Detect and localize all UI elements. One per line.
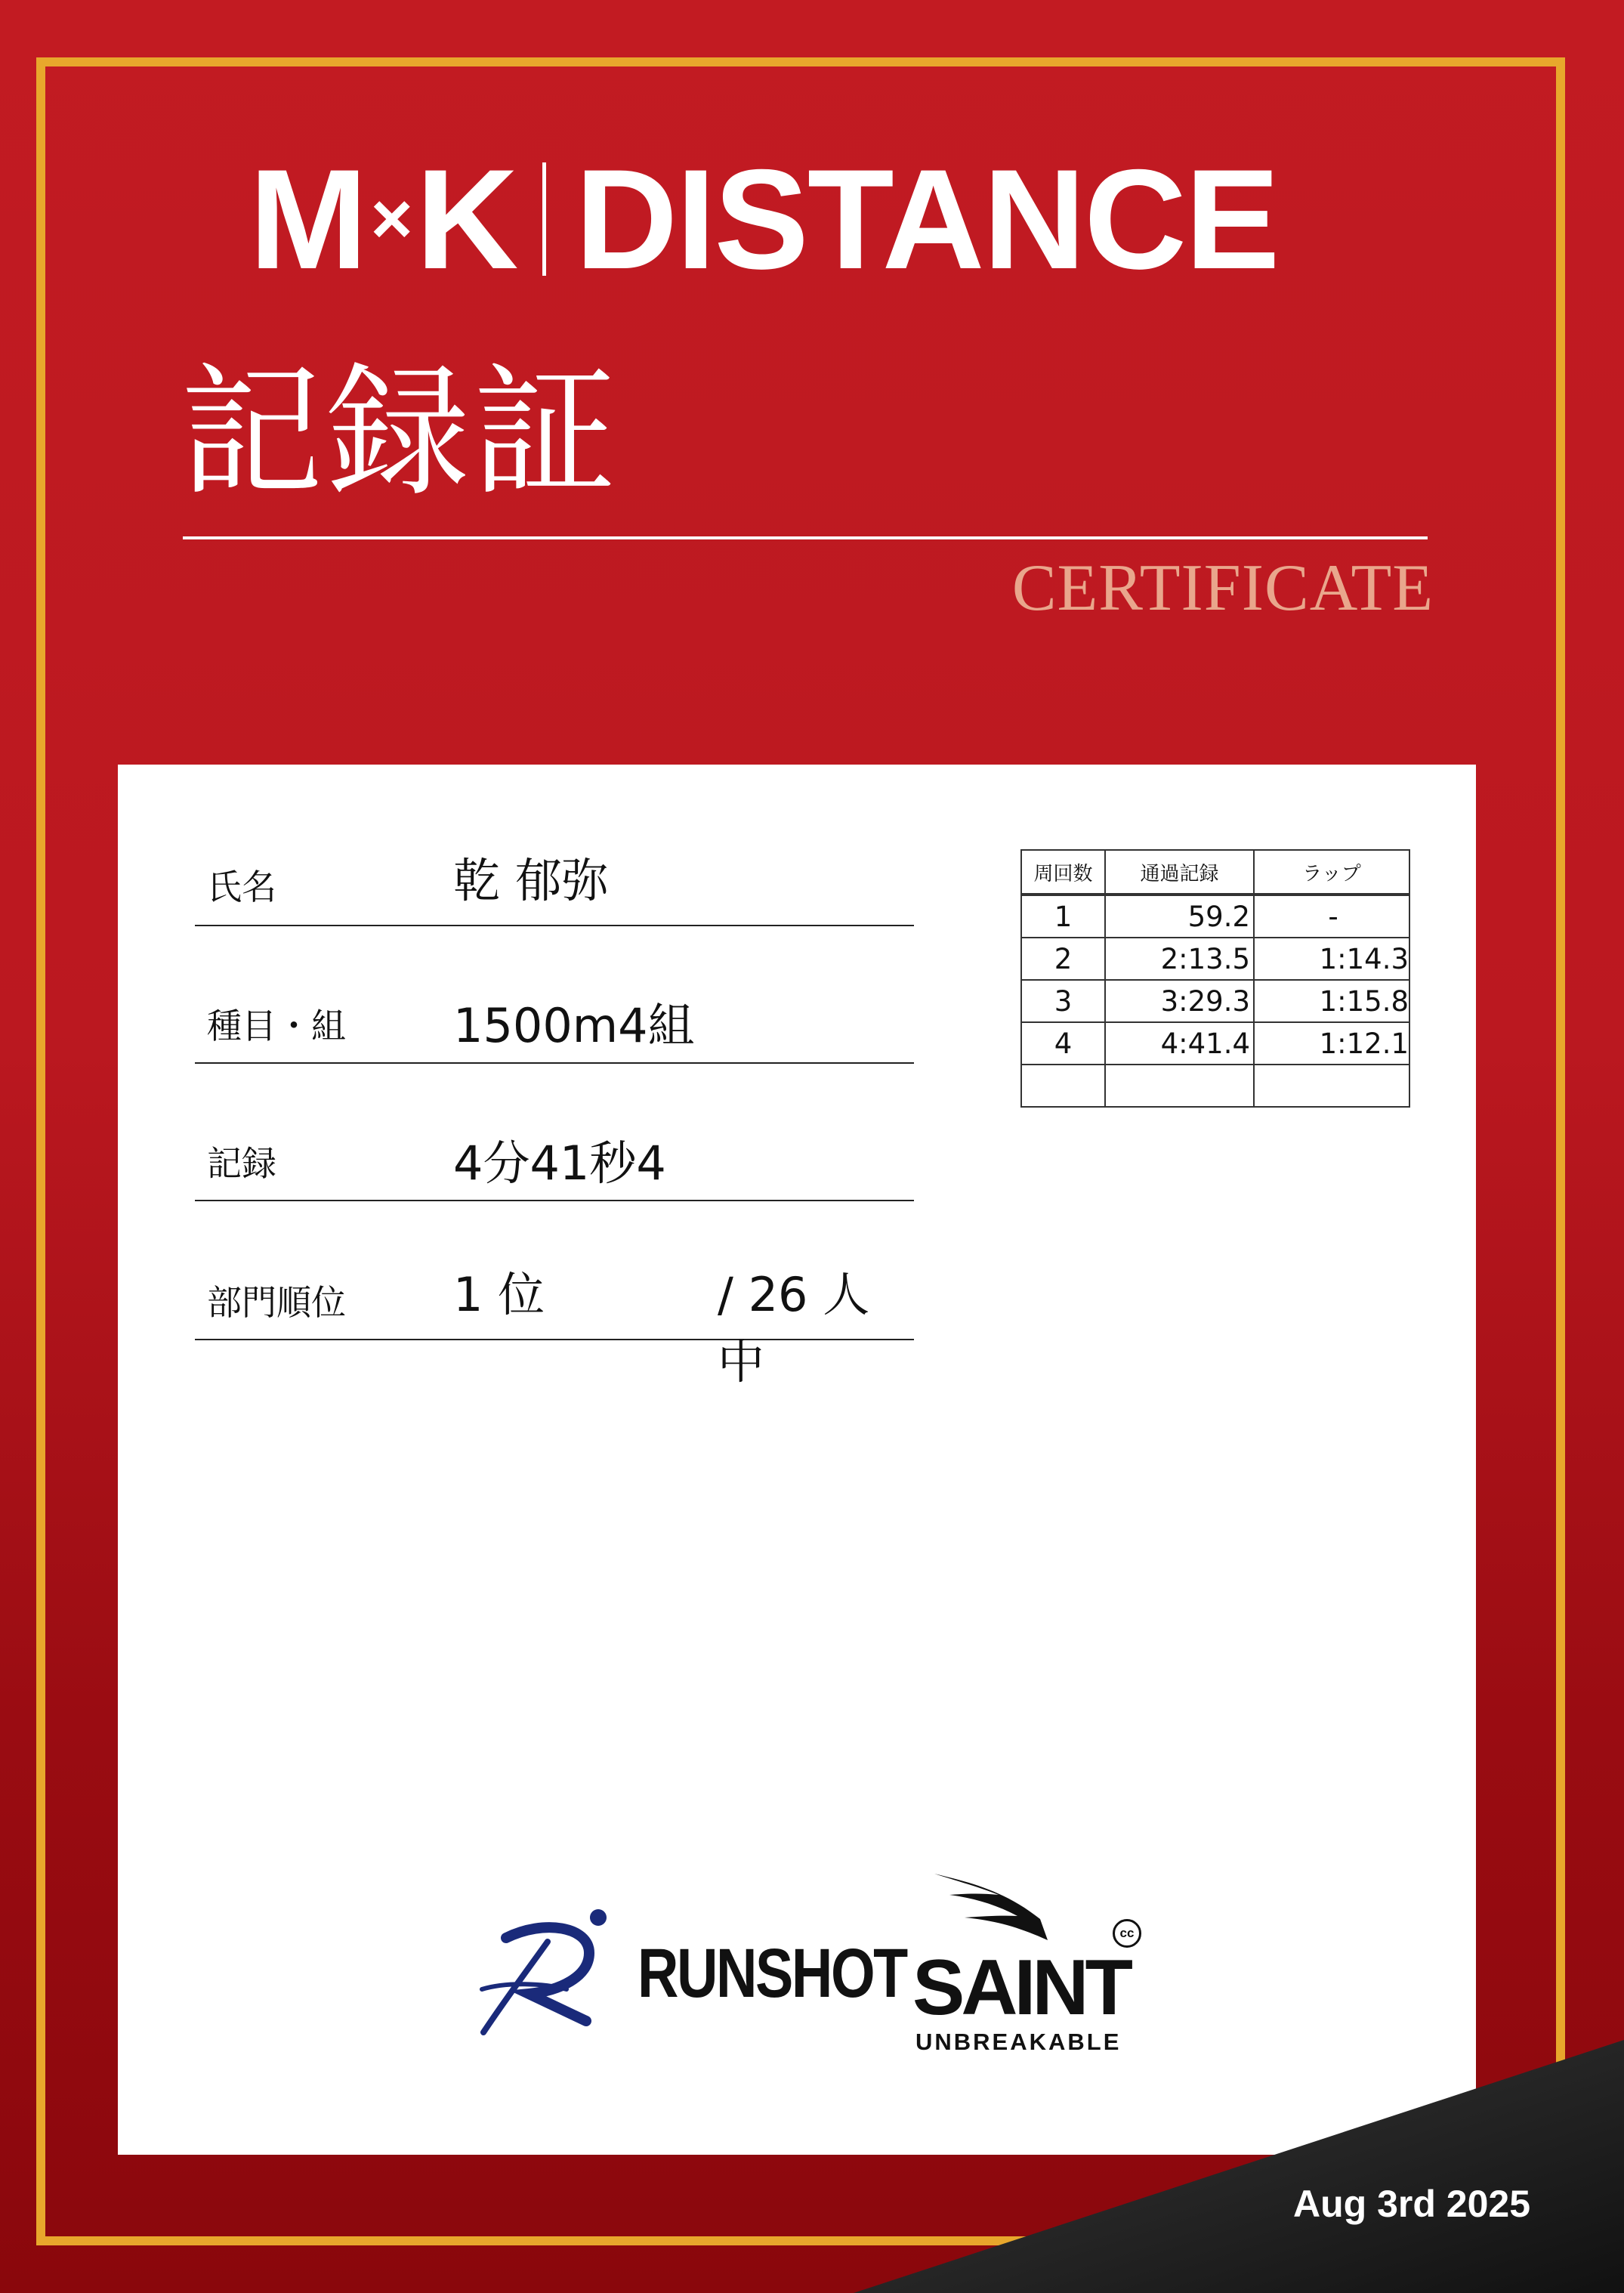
saint-logo-text: SAINT — [912, 1944, 1129, 2032]
rank-total: / 26 人中 — [718, 1267, 870, 1389]
rank-value: 1 位 — [453, 1267, 545, 1322]
runshot-logo-text: RUNSHOT — [638, 1935, 906, 2012]
rank-label: 部門順位 — [207, 1282, 346, 1323]
record-label: 記録 — [207, 1143, 276, 1184]
record-value: 4分41秒4 — [453, 1136, 666, 1191]
brand-k: K — [415, 140, 517, 298]
lap-header-lap: ラップ — [1254, 850, 1409, 895]
name-value: 乾 郁弥 — [453, 853, 609, 908]
lap-number: 1 — [1021, 895, 1105, 938]
lap-time: - — [1254, 895, 1409, 938]
lap-split: 3:29.3 — [1105, 980, 1254, 1022]
lap-split: 2:13.5 — [1105, 938, 1254, 980]
brand-word: DISTANCE — [575, 140, 1279, 298]
page-subtitle: CERTIFICATE — [1011, 552, 1434, 625]
lap-header-laps: 周回数 — [1021, 850, 1105, 895]
brand-times: × — [370, 178, 412, 259]
lap-split: 59.2 — [1105, 895, 1254, 938]
name-label: 氏名 — [207, 867, 276, 907]
cc-badge-icon: cc — [1113, 1919, 1141, 1948]
saint-tagline: UNBREAKABLE — [915, 2029, 1122, 2055]
lap-number: 2 — [1021, 938, 1105, 980]
event-label: 種目・組 — [207, 1006, 346, 1046]
certificate-date: Aug 3rd 2025 — [1293, 2183, 1531, 2225]
page-title: 記録証 — [180, 349, 620, 516]
lap-split: 4:41.4 — [1105, 1022, 1254, 1065]
lap-time: 1:14.3 — [1254, 938, 1409, 980]
lap-number: 4 — [1021, 1022, 1105, 1065]
lap-time: 1:15.8 — [1254, 980, 1409, 1022]
lap-header-split: 通過記録 — [1105, 850, 1254, 895]
lap-time: 1:12.1 — [1254, 1022, 1409, 1065]
event-value: 1500m4組 — [453, 998, 695, 1053]
lap-number: 3 — [1021, 980, 1105, 1022]
brand-m: M — [249, 140, 366, 298]
